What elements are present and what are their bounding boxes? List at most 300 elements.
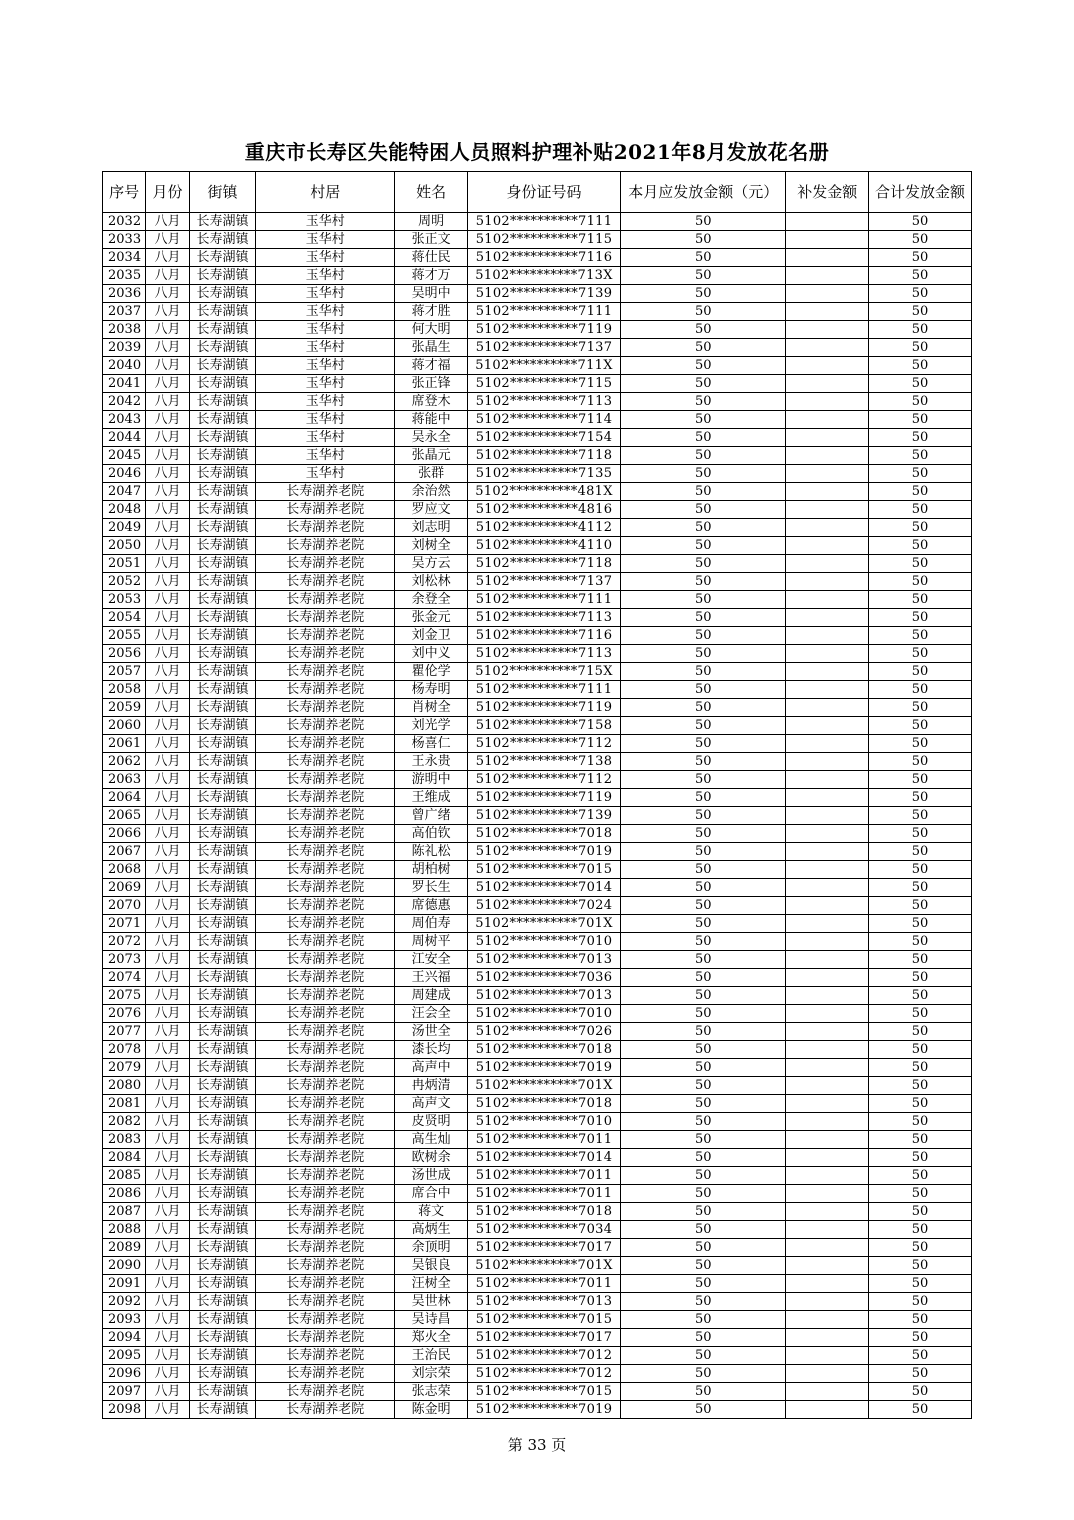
cell-monthly-amount: 50 [621, 1167, 786, 1185]
cell-supplement-amount [786, 465, 869, 483]
table-row [103, 429, 972, 447]
cell-supplement-amount [786, 519, 869, 537]
cell-month: 八月 [146, 1131, 189, 1149]
cell-seq: 2038 [103, 321, 146, 339]
cell-id-number: 5102**********711X [467, 357, 620, 375]
cell-monthly-amount: 50 [621, 663, 786, 681]
cell-supplement-amount [786, 609, 869, 627]
cell-id-number: 5102**********7119 [467, 321, 620, 339]
cell-month: 八月 [146, 753, 189, 771]
table-row [103, 1347, 972, 1365]
table-row [103, 627, 972, 645]
cell-total-amount: 50 [869, 303, 972, 321]
cell-month: 八月 [146, 789, 189, 807]
cell-village: 长寿湖养老院 [256, 861, 395, 879]
cell-id-number: 5102**********7013 [467, 951, 620, 969]
cell-name: 汪会全 [395, 1005, 468, 1023]
cell-monthly-amount: 50 [621, 1185, 786, 1203]
table-row [103, 1239, 972, 1257]
cell-id-number: 5102**********7111 [467, 681, 620, 699]
cell-total-amount: 50 [869, 1095, 972, 1113]
cell-supplement-amount [786, 393, 869, 411]
cell-seq: 2072 [103, 933, 146, 951]
header-village: 村居 [256, 172, 395, 213]
cell-total-amount: 50 [869, 915, 972, 933]
cell-month: 八月 [146, 465, 189, 483]
cell-id-number: 5102**********7113 [467, 609, 620, 627]
cell-id-number: 5102**********7026 [467, 1023, 620, 1041]
cell-seq: 2096 [103, 1365, 146, 1383]
cell-name: 蒋才福 [395, 357, 468, 375]
cell-seq: 2040 [103, 357, 146, 375]
cell-total-amount: 50 [869, 807, 972, 825]
cell-village: 玉华村 [256, 411, 395, 429]
cell-seq: 2068 [103, 861, 146, 879]
cell-town: 长寿湖镇 [189, 213, 256, 231]
cell-supplement-amount [786, 1203, 869, 1221]
cell-supplement-amount [786, 843, 869, 861]
table-row [103, 303, 972, 321]
cell-town: 长寿湖镇 [189, 267, 256, 285]
cell-total-amount: 50 [869, 537, 972, 555]
cell-total-amount: 50 [869, 429, 972, 447]
cell-total-amount: 50 [869, 465, 972, 483]
table-row [103, 1329, 972, 1347]
cell-seq: 2035 [103, 267, 146, 285]
cell-month: 八月 [146, 483, 189, 501]
cell-id-number: 5102**********7018 [467, 1041, 620, 1059]
cell-month: 八月 [146, 969, 189, 987]
table-row [103, 519, 972, 537]
cell-id-number: 5102**********7019 [467, 1401, 620, 1419]
table-row [103, 735, 972, 753]
cell-town: 长寿湖镇 [189, 987, 256, 1005]
cell-id-number: 5102**********7011 [467, 1131, 620, 1149]
cell-month: 八月 [146, 771, 189, 789]
cell-name: 吴永全 [395, 429, 468, 447]
table-row [103, 969, 972, 987]
cell-town: 长寿湖镇 [189, 1239, 256, 1257]
cell-supplement-amount [786, 1167, 869, 1185]
cell-monthly-amount: 50 [621, 519, 786, 537]
cell-town: 长寿湖镇 [189, 915, 256, 933]
cell-village: 长寿湖养老院 [256, 1329, 395, 1347]
cell-village: 玉华村 [256, 321, 395, 339]
cell-name: 刘志明 [395, 519, 468, 537]
cell-supplement-amount [786, 231, 869, 249]
cell-name: 蒋才万 [395, 267, 468, 285]
header-name: 姓名 [395, 172, 468, 213]
cell-name: 高生灿 [395, 1131, 468, 1149]
header-id-number: 身份证号码 [467, 172, 620, 213]
cell-town: 长寿湖镇 [189, 1311, 256, 1329]
cell-supplement-amount [786, 1185, 869, 1203]
cell-seq: 2055 [103, 627, 146, 645]
cell-seq: 2041 [103, 375, 146, 393]
table-row [103, 879, 972, 897]
cell-village: 长寿湖养老院 [256, 1185, 395, 1203]
cell-seq: 2084 [103, 1149, 146, 1167]
cell-supplement-amount [786, 285, 869, 303]
cell-monthly-amount: 50 [621, 1293, 786, 1311]
cell-village: 长寿湖养老院 [256, 1149, 395, 1167]
cell-id-number: 5102**********7012 [467, 1347, 620, 1365]
table-row [103, 1383, 972, 1401]
cell-total-amount: 50 [869, 573, 972, 591]
cell-monthly-amount: 50 [621, 699, 786, 717]
cell-total-amount: 50 [869, 951, 972, 969]
cell-village: 长寿湖养老院 [256, 681, 395, 699]
cell-supplement-amount [786, 429, 869, 447]
cell-supplement-amount [786, 357, 869, 375]
cell-id-number: 5102**********7137 [467, 573, 620, 591]
cell-supplement-amount [786, 879, 869, 897]
cell-town: 长寿湖镇 [189, 1185, 256, 1203]
cell-monthly-amount: 50 [621, 1401, 786, 1419]
cell-name: 张志荣 [395, 1383, 468, 1401]
cell-name: 杨喜仁 [395, 735, 468, 753]
cell-name: 王兴福 [395, 969, 468, 987]
cell-seq: 2071 [103, 915, 146, 933]
cell-id-number: 5102**********7139 [467, 807, 620, 825]
cell-total-amount: 50 [869, 1383, 972, 1401]
cell-supplement-amount [786, 1329, 869, 1347]
table-row [103, 1005, 972, 1023]
cell-monthly-amount: 50 [621, 1221, 786, 1239]
cell-supplement-amount [786, 915, 869, 933]
cell-name: 高炳生 [395, 1221, 468, 1239]
cell-town: 长寿湖镇 [189, 1221, 256, 1239]
cell-id-number: 5102**********7019 [467, 843, 620, 861]
cell-monthly-amount: 50 [621, 861, 786, 879]
cell-monthly-amount: 50 [621, 1203, 786, 1221]
cell-month: 八月 [146, 267, 189, 285]
cell-id-number: 5102**********7011 [467, 1167, 620, 1185]
cell-supplement-amount [786, 1023, 869, 1041]
cell-seq: 2036 [103, 285, 146, 303]
cell-supplement-amount [786, 1275, 869, 1293]
cell-id-number: 5102**********7017 [467, 1329, 620, 1347]
cell-village: 玉华村 [256, 267, 395, 285]
cell-supplement-amount [786, 1239, 869, 1257]
cell-month: 八月 [146, 897, 189, 915]
cell-monthly-amount: 50 [621, 1257, 786, 1275]
cell-town: 长寿湖镇 [189, 501, 256, 519]
cell-id-number: 5102**********7034 [467, 1221, 620, 1239]
cell-name: 汪树全 [395, 1275, 468, 1293]
cell-month: 八月 [146, 1077, 189, 1095]
cell-village: 长寿湖养老院 [256, 1257, 395, 1275]
cell-month: 八月 [146, 1365, 189, 1383]
cell-monthly-amount: 50 [621, 1041, 786, 1059]
table-row [103, 1041, 972, 1059]
cell-month: 八月 [146, 1329, 189, 1347]
table-row [103, 825, 972, 843]
cell-month: 八月 [146, 825, 189, 843]
cell-month: 八月 [146, 933, 189, 951]
cell-month: 八月 [146, 303, 189, 321]
cell-seq: 2087 [103, 1203, 146, 1221]
cell-supplement-amount [786, 1095, 869, 1113]
cell-supplement-amount [786, 1059, 869, 1077]
cell-name: 刘宗荣 [395, 1365, 468, 1383]
cell-monthly-amount: 50 [621, 1149, 786, 1167]
cell-village: 玉华村 [256, 303, 395, 321]
cell-supplement-amount [786, 1005, 869, 1023]
cell-total-amount: 50 [869, 825, 972, 843]
cell-supplement-amount [786, 339, 869, 357]
cell-total-amount: 50 [869, 1113, 972, 1131]
cell-village: 长寿湖养老院 [256, 879, 395, 897]
cell-village: 长寿湖养老院 [256, 987, 395, 1005]
table-row [103, 1275, 972, 1293]
cell-seq: 2078 [103, 1041, 146, 1059]
cell-month: 八月 [146, 609, 189, 627]
cell-name: 高声文 [395, 1095, 468, 1113]
cell-month: 八月 [146, 1401, 189, 1419]
cell-town: 长寿湖镇 [189, 933, 256, 951]
cell-month: 八月 [146, 321, 189, 339]
cell-monthly-amount: 50 [621, 1383, 786, 1401]
cell-id-number: 5102**********7119 [467, 699, 620, 717]
cell-seq: 2051 [103, 555, 146, 573]
cell-month: 八月 [146, 447, 189, 465]
cell-supplement-amount [786, 861, 869, 879]
cell-supplement-amount [786, 1113, 869, 1131]
cell-town: 长寿湖镇 [189, 645, 256, 663]
cell-supplement-amount [786, 789, 869, 807]
cell-id-number: 5102**********7011 [467, 1185, 620, 1203]
cell-village: 长寿湖养老院 [256, 1365, 395, 1383]
cell-monthly-amount: 50 [621, 771, 786, 789]
cell-monthly-amount: 50 [621, 573, 786, 591]
cell-supplement-amount [786, 1311, 869, 1329]
cell-monthly-amount: 50 [621, 717, 786, 735]
cell-village: 长寿湖养老院 [256, 627, 395, 645]
cell-seq: 2086 [103, 1185, 146, 1203]
table-row [103, 681, 972, 699]
cell-id-number: 5102**********7019 [467, 1059, 620, 1077]
cell-id-number: 5102**********7115 [467, 231, 620, 249]
cell-town: 长寿湖镇 [189, 1383, 256, 1401]
cell-total-amount: 50 [869, 1329, 972, 1347]
cell-month: 八月 [146, 1113, 189, 1131]
table-row [103, 1293, 972, 1311]
cell-name: 高声中 [395, 1059, 468, 1077]
cell-monthly-amount: 50 [621, 1095, 786, 1113]
cell-id-number: 5102**********701X [467, 1077, 620, 1095]
table-row [103, 1257, 972, 1275]
cell-town: 长寿湖镇 [189, 825, 256, 843]
cell-total-amount: 50 [869, 645, 972, 663]
cell-month: 八月 [146, 951, 189, 969]
cell-total-amount: 50 [869, 1185, 972, 1203]
cell-town: 长寿湖镇 [189, 627, 256, 645]
cell-village: 长寿湖养老院 [256, 1005, 395, 1023]
cell-village: 长寿湖养老院 [256, 825, 395, 843]
cell-town: 长寿湖镇 [189, 1167, 256, 1185]
cell-village: 长寿湖养老院 [256, 1383, 395, 1401]
cell-id-number: 5102**********7018 [467, 825, 620, 843]
cell-monthly-amount: 50 [621, 1113, 786, 1131]
cell-name: 吴方云 [395, 555, 468, 573]
cell-month: 八月 [146, 1275, 189, 1293]
cell-supplement-amount [786, 969, 869, 987]
cell-month: 八月 [146, 573, 189, 591]
table-row [103, 609, 972, 627]
cell-total-amount: 50 [869, 483, 972, 501]
cell-monthly-amount: 50 [621, 339, 786, 357]
cell-name: 席合中 [395, 1185, 468, 1203]
table-row [103, 483, 972, 501]
cell-seq: 2048 [103, 501, 146, 519]
cell-name: 张晶元 [395, 447, 468, 465]
cell-village: 长寿湖养老院 [256, 699, 395, 717]
cell-village: 玉华村 [256, 429, 395, 447]
cell-seq: 2042 [103, 393, 146, 411]
cell-town: 长寿湖镇 [189, 1023, 256, 1041]
cell-total-amount: 50 [869, 1059, 972, 1077]
cell-month: 八月 [146, 1257, 189, 1275]
cell-town: 长寿湖镇 [189, 483, 256, 501]
cell-village: 长寿湖养老院 [256, 1293, 395, 1311]
cell-monthly-amount: 50 [621, 789, 786, 807]
cell-town: 长寿湖镇 [189, 1293, 256, 1311]
roster-table [102, 171, 972, 1419]
cell-village: 长寿湖养老院 [256, 753, 395, 771]
table-row [103, 501, 972, 519]
cell-village: 长寿湖养老院 [256, 1401, 395, 1419]
cell-name: 张晶生 [395, 339, 468, 357]
cell-village: 玉华村 [256, 213, 395, 231]
cell-total-amount: 50 [869, 897, 972, 915]
cell-monthly-amount: 50 [621, 879, 786, 897]
cell-month: 八月 [146, 699, 189, 717]
cell-monthly-amount: 50 [621, 825, 786, 843]
cell-seq: 2049 [103, 519, 146, 537]
table-row [103, 1401, 972, 1419]
cell-total-amount: 50 [869, 267, 972, 285]
cell-name: 蒋仕民 [395, 249, 468, 267]
cell-town: 长寿湖镇 [189, 1059, 256, 1077]
cell-seq: 2082 [103, 1113, 146, 1131]
cell-month: 八月 [146, 501, 189, 519]
cell-id-number: 5102**********7113 [467, 393, 620, 411]
cell-id-number: 5102**********4112 [467, 519, 620, 537]
table-row [103, 807, 972, 825]
cell-supplement-amount [786, 897, 869, 915]
cell-supplement-amount [786, 411, 869, 429]
table-header [103, 172, 972, 213]
cell-total-amount: 50 [869, 933, 972, 951]
cell-town: 长寿湖镇 [189, 375, 256, 393]
cell-monthly-amount: 50 [621, 1329, 786, 1347]
cell-village: 长寿湖养老院 [256, 591, 395, 609]
table-row [103, 537, 972, 555]
table-row [103, 357, 972, 375]
cell-total-amount: 50 [869, 231, 972, 249]
cell-seq: 2092 [103, 1293, 146, 1311]
cell-monthly-amount: 50 [621, 411, 786, 429]
cell-month: 八月 [146, 357, 189, 375]
cell-month: 八月 [146, 987, 189, 1005]
cell-name: 张正锋 [395, 375, 468, 393]
cell-total-amount: 50 [869, 1311, 972, 1329]
cell-village: 玉华村 [256, 375, 395, 393]
cell-month: 八月 [146, 807, 189, 825]
cell-seq: 2088 [103, 1221, 146, 1239]
cell-month: 八月 [146, 1293, 189, 1311]
cell-monthly-amount: 50 [621, 627, 786, 645]
table-row [103, 861, 972, 879]
cell-village: 玉华村 [256, 447, 395, 465]
cell-supplement-amount [786, 1131, 869, 1149]
cell-id-number: 5102**********4816 [467, 501, 620, 519]
cell-supplement-amount [786, 591, 869, 609]
cell-supplement-amount [786, 501, 869, 519]
cell-monthly-amount: 50 [621, 987, 786, 1005]
cell-month: 八月 [146, 1239, 189, 1257]
cell-name: 蒋能中 [395, 411, 468, 429]
cell-village: 长寿湖养老院 [256, 897, 395, 915]
cell-town: 长寿湖镇 [189, 519, 256, 537]
cell-seq: 2083 [103, 1131, 146, 1149]
cell-id-number: 5102**********7010 [467, 933, 620, 951]
cell-id-number: 5102**********7138 [467, 753, 620, 771]
cell-supplement-amount [786, 807, 869, 825]
cell-total-amount: 50 [869, 357, 972, 375]
cell-month: 八月 [146, 429, 189, 447]
cell-name: 汤世成 [395, 1167, 468, 1185]
cell-supplement-amount [786, 663, 869, 681]
cell-name: 冉炳清 [395, 1077, 468, 1095]
cell-month: 八月 [146, 645, 189, 663]
cell-monthly-amount: 50 [621, 609, 786, 627]
cell-town: 长寿湖镇 [189, 285, 256, 303]
cell-town: 长寿湖镇 [189, 897, 256, 915]
cell-seq: 2097 [103, 1383, 146, 1401]
cell-village: 长寿湖养老院 [256, 1239, 395, 1257]
table-row [103, 933, 972, 951]
cell-seq: 2033 [103, 231, 146, 249]
cell-monthly-amount: 50 [621, 555, 786, 573]
cell-month: 八月 [146, 591, 189, 609]
header-supplement-amount: 补发金额 [786, 172, 869, 213]
cell-id-number: 5102**********701X [467, 1257, 620, 1275]
table-row [103, 915, 972, 933]
cell-town: 长寿湖镇 [189, 1365, 256, 1383]
cell-town: 长寿湖镇 [189, 1131, 256, 1149]
cell-seq: 2057 [103, 663, 146, 681]
cell-supplement-amount [786, 321, 869, 339]
cell-total-amount: 50 [869, 663, 972, 681]
cell-seq: 2067 [103, 843, 146, 861]
cell-name: 周树平 [395, 933, 468, 951]
cell-total-amount: 50 [869, 1077, 972, 1095]
cell-month: 八月 [146, 1221, 189, 1239]
cell-monthly-amount: 50 [621, 249, 786, 267]
cell-town: 长寿湖镇 [189, 1401, 256, 1419]
cell-name: 皮贤明 [395, 1113, 468, 1131]
cell-town: 长寿湖镇 [189, 555, 256, 573]
cell-village: 长寿湖养老院 [256, 789, 395, 807]
cell-village: 玉华村 [256, 393, 395, 411]
cell-total-amount: 50 [869, 1023, 972, 1041]
cell-monthly-amount: 50 [621, 285, 786, 303]
table-row [103, 645, 972, 663]
table-row [103, 1023, 972, 1041]
cell-monthly-amount: 50 [621, 1347, 786, 1365]
